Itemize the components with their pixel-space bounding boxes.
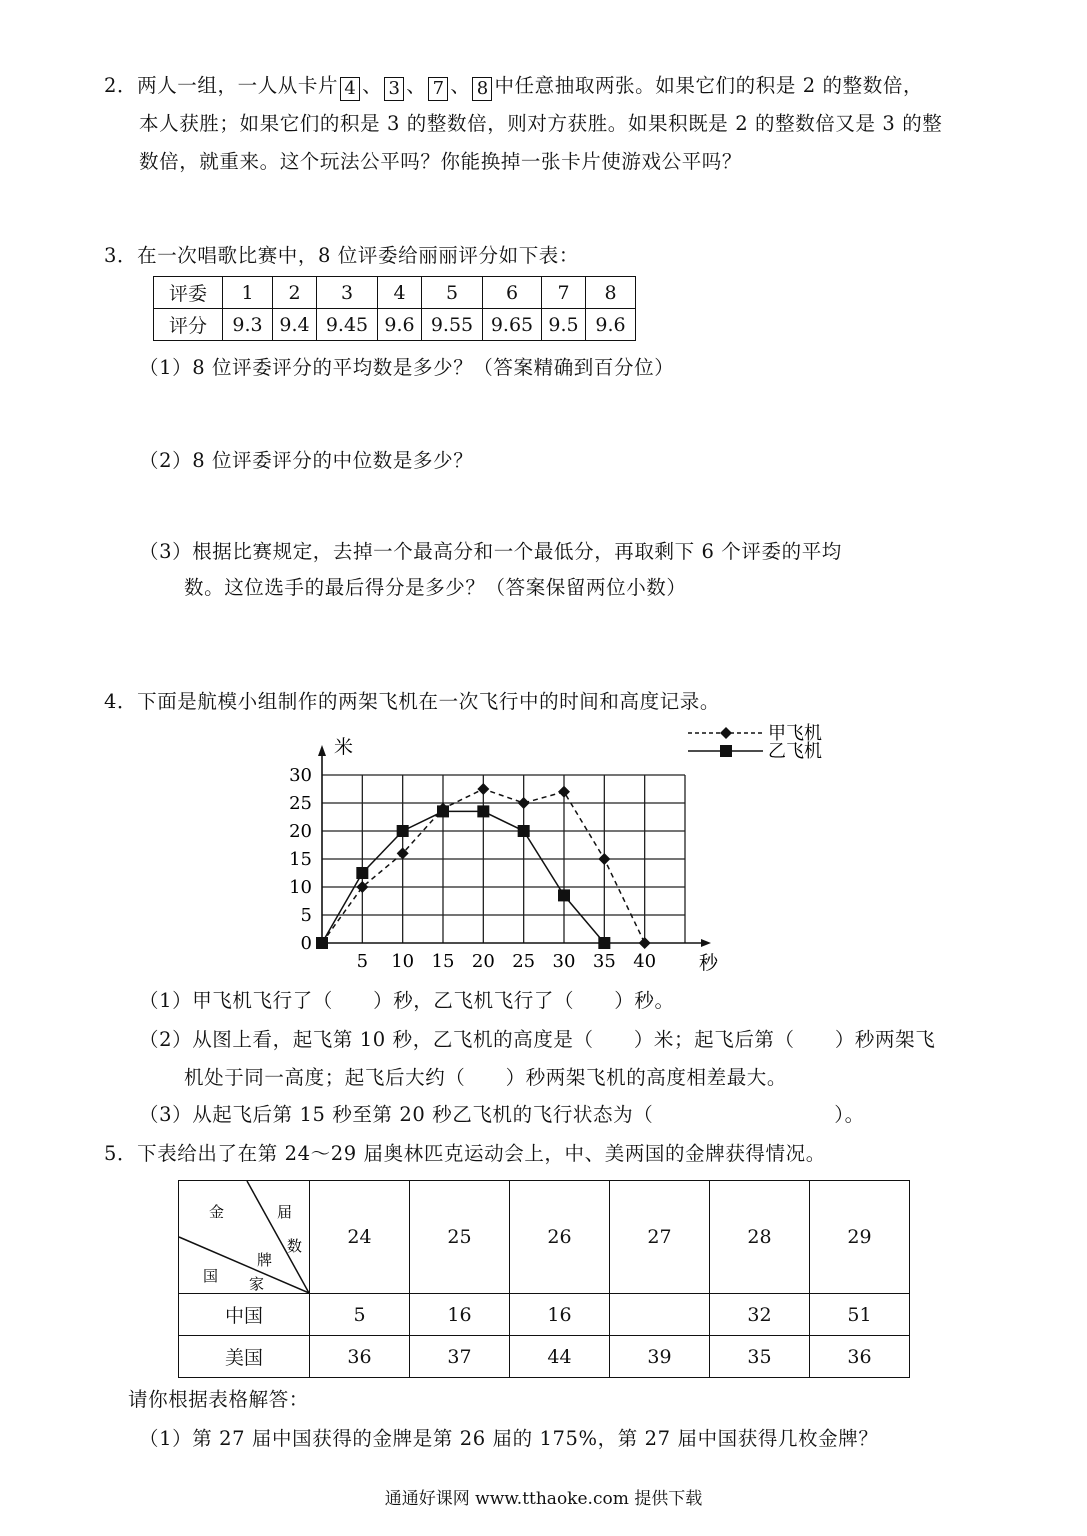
q3-sub1: （1）8 位评委评分的平均数是多少？（答案精确到百分位）	[139, 356, 675, 379]
sep: 、	[450, 74, 471, 97]
row-header-judge: 评委	[154, 277, 223, 309]
footer: 通通好课网 www.tthaoke.com 提供下载	[384, 1489, 703, 1509]
diag-jin: 金	[209, 1203, 225, 1221]
cell: 44	[510, 1336, 610, 1378]
x-axis-label: 秒	[699, 952, 719, 974]
cell: 9.6	[378, 309, 422, 341]
q5-medal-table	[178, 1180, 910, 1378]
q2-text-a: 2．两人一组，一人从卡片	[104, 74, 339, 97]
x-tick-label: 30	[552, 951, 576, 972]
cell: 39	[610, 1336, 710, 1378]
cell: 36	[310, 1336, 410, 1378]
q5-sub1: （1）第 27 届中国获得的金牌是第 26 届的 175%，第 27 届中国获得几枚金牌？	[139, 1427, 879, 1450]
point-diamond	[558, 786, 570, 798]
cell: 9.4	[273, 309, 317, 341]
sep: 、	[406, 74, 427, 97]
q2-line2: 本人获胜；如果它们的积是 3 的整数倍，则对方获胜。如果积既是 2 的整数倍又是 3 的整	[139, 112, 943, 135]
session-27: 27	[610, 1181, 710, 1294]
cell: 9.3	[223, 309, 273, 341]
q4-sub3: （3）从起飞后第 15 秒至第 20 秒乙飞机的飞行状态为（ ）。	[139, 1103, 865, 1126]
x-tick-label: 20	[471, 951, 495, 972]
q5-intro: 5．下表给出了在第 24～29 届奥林匹克运动会上，中、美两国的金牌获得情况。	[104, 1142, 826, 1165]
diagonal-header-cell	[179, 1181, 310, 1294]
point-square	[598, 937, 610, 949]
legend-label: 乙飞机	[768, 741, 822, 762]
country-usa: 美国	[179, 1336, 310, 1378]
cell: 8	[586, 277, 636, 309]
point-diamond	[720, 727, 732, 739]
cell: 5	[310, 1294, 410, 1336]
point-square	[720, 745, 732, 757]
x-tick-label: 35	[592, 951, 616, 972]
point-square	[397, 825, 409, 837]
y-tick-label: 30	[289, 765, 312, 786]
point-diamond	[477, 783, 489, 795]
sep: 、	[362, 74, 383, 97]
card-8: 8	[472, 77, 492, 101]
cell: 16	[410, 1294, 510, 1336]
cell: 1	[223, 277, 273, 309]
q3-intro: 3．在一次唱歌比赛中，8 位评委给丽丽评分如下表：	[104, 244, 580, 267]
diagonal-header	[179, 1181, 309, 1293]
q4-sub1: （1）甲飞机飞行了（ ）秒，乙飞机飞行了（ ）秒。	[139, 989, 675, 1012]
x-tick-label: 25	[512, 951, 536, 972]
q4-intro: 4．下面是航模小组制作的两架飞机在一次飞行中的时间和高度记录。	[104, 690, 721, 713]
q2-line3: 数倍，就重来。这个玩法公平吗？你能换掉一张卡片使游戏公平吗？	[139, 150, 743, 173]
card-4: 4	[340, 77, 360, 101]
cell: 36	[810, 1336, 910, 1378]
cell: 9.65	[483, 309, 542, 341]
q4-sub2-line1: （2）从图上看，起飞第 10 秒，乙飞机的高度是（ ）米；起飞后第（ ）秒两架飞	[139, 1028, 936, 1051]
cell: 9.45	[317, 309, 378, 341]
point-square	[518, 825, 530, 837]
point-square	[356, 867, 368, 879]
cell: 37	[410, 1336, 510, 1378]
point-square	[437, 805, 449, 817]
point-square	[558, 889, 570, 901]
q3-sub2: （2）8 位评委评分的中位数是多少？	[139, 449, 474, 472]
chart-legend	[688, 723, 822, 762]
q3-sub3-line2: 数。这位选手的最后得分是多少？（答案保留两位小数）	[184, 576, 687, 599]
y-axis-label: 米	[334, 736, 354, 758]
table-row	[179, 1294, 910, 1336]
table-row	[179, 1336, 910, 1378]
y-tick-label: 10	[289, 877, 312, 898]
card-7: 7	[428, 77, 448, 101]
point-square	[477, 805, 489, 817]
cell: 9.55	[422, 309, 483, 341]
q5-prompt: 请你根据表格解答：	[128, 1388, 309, 1411]
session-28: 28	[710, 1181, 810, 1294]
cell: 35	[710, 1336, 810, 1378]
point-diamond	[598, 853, 610, 865]
cell: 9.6	[586, 309, 636, 341]
point-diamond	[518, 797, 530, 809]
y-tick-label: 20	[289, 821, 312, 842]
q2-text-b: 中任意抽取两张。如果它们的积是 2 的整数倍，	[494, 74, 924, 97]
point-square	[316, 937, 328, 949]
card-3: 3	[384, 77, 404, 101]
point-diamond	[639, 937, 651, 949]
y-tick-label: 0	[300, 933, 312, 954]
cell	[610, 1294, 710, 1336]
diag-pai: 牌	[257, 1251, 273, 1269]
cell: 6	[483, 277, 542, 309]
y-tick-label: 25	[289, 793, 312, 814]
y-tick-label: 15	[289, 849, 312, 870]
cell: 2	[273, 277, 317, 309]
y-axis-arrow	[318, 745, 326, 756]
cell: 16	[510, 1294, 610, 1336]
y-tick-label: 5	[300, 905, 312, 926]
table-row	[179, 1181, 910, 1294]
x-tick-label: 40	[633, 951, 657, 972]
cell: 7	[542, 277, 586, 309]
cell: 3	[317, 277, 378, 309]
diag-guo: 国	[203, 1267, 219, 1285]
x-tick-label: 5	[356, 951, 369, 972]
cell: 9.5	[542, 309, 586, 341]
cell: 32	[710, 1294, 810, 1336]
row-header-score: 评分	[154, 309, 223, 341]
diag-jie: 届	[277, 1203, 293, 1221]
legend-label: 甲飞机	[768, 723, 822, 744]
country-china: 中国	[179, 1294, 310, 1336]
diag-jia: 家	[249, 1275, 265, 1293]
cell: 5	[422, 277, 483, 309]
q4-sub2-line2: 机处于同一高度；起飞后大约（ ）秒两架飞机的高度相差最大。	[184, 1066, 788, 1089]
x-axis-arrow	[701, 939, 711, 947]
session-26: 26	[510, 1181, 610, 1294]
x-tick-label: 10	[391, 951, 415, 972]
diag-shu: 数	[287, 1237, 303, 1255]
cell: 4	[378, 277, 422, 309]
session-29: 29	[810, 1181, 910, 1294]
session-24: 24	[310, 1181, 410, 1294]
x-tick-label: 15	[431, 951, 455, 972]
session-25: 25	[410, 1181, 510, 1294]
q3-sub3-line1: （3）根据比赛规定，去掉一个最高分和一个最低分，再取剩下 6 个评委的平均	[139, 540, 842, 563]
cell: 51	[810, 1294, 910, 1336]
